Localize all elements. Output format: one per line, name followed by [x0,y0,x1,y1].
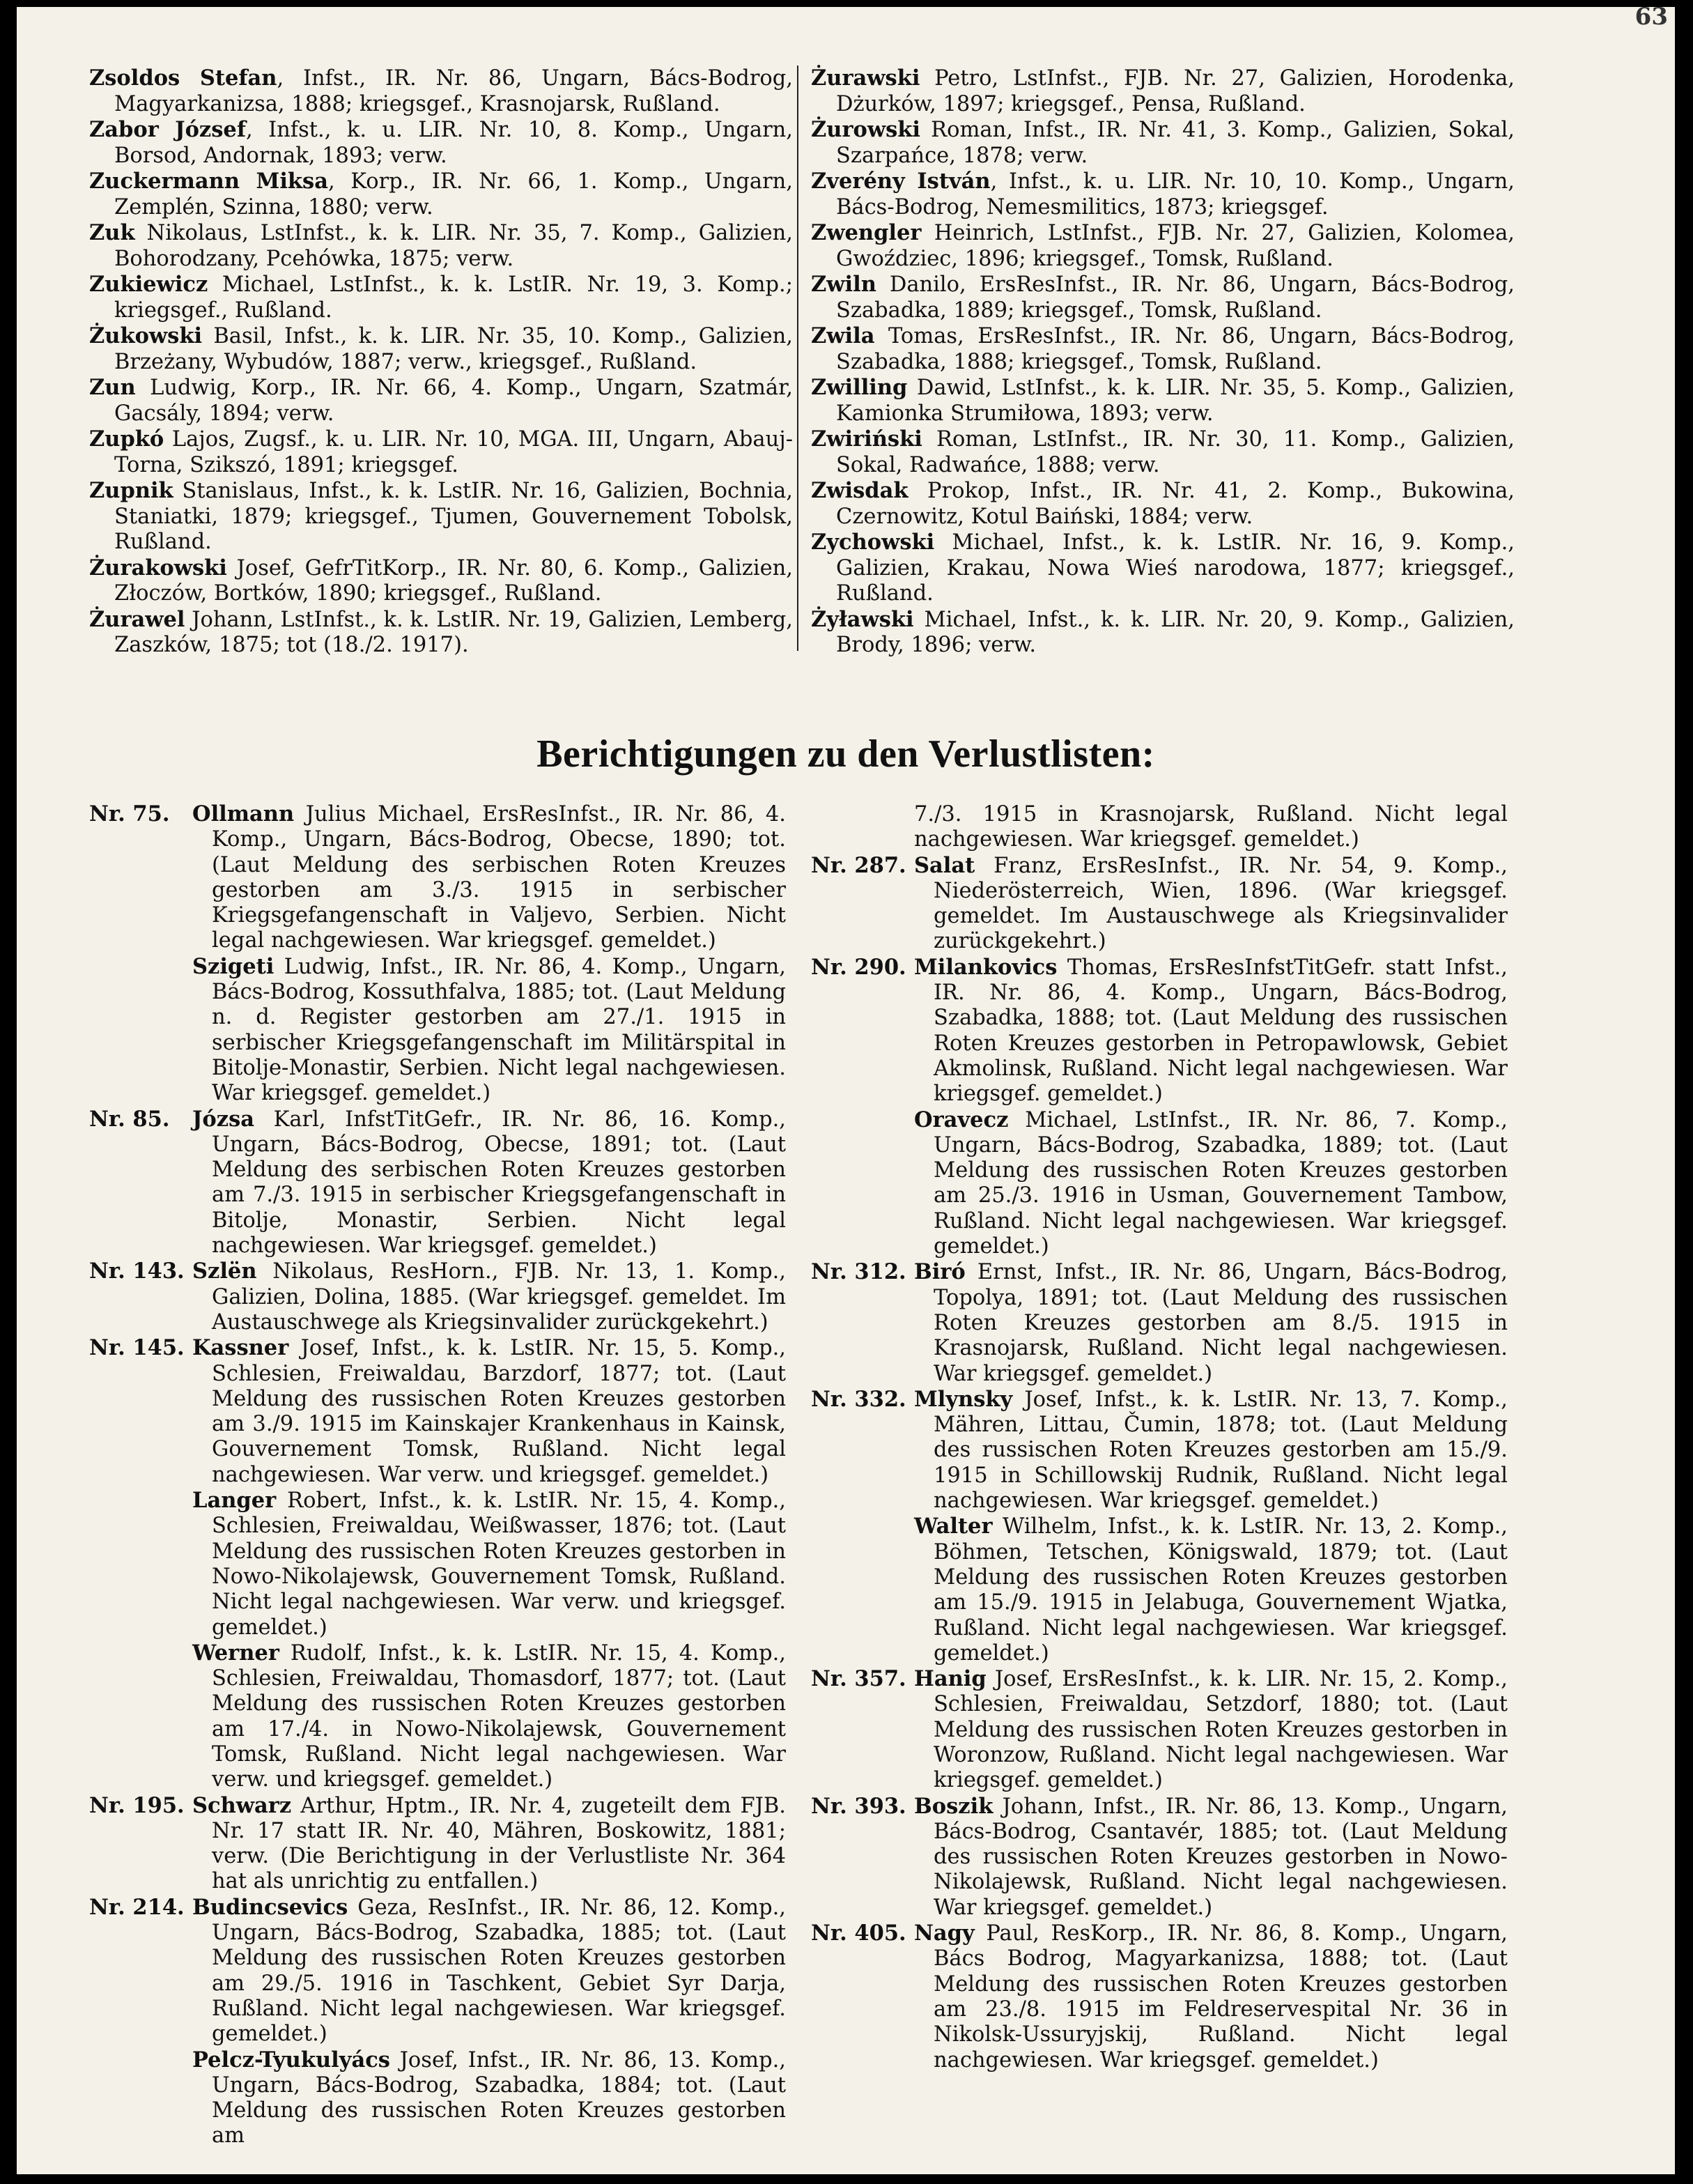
list-number: Nr. 195. [89,1792,185,1818]
entry-details: Nikolaus, LstInfst., k. k. LIR. Nr. 35, 7. Komp., Galizien, Bohorodzany, Pcehówka, 1875; verw. [114,221,793,271]
entry-details: Heinrich, LstInfst., FJB. Nr. 27, Galizien, Kolomea, Gwoździec, 1896; kriegsgef., Tomsk, Rußland. [836,221,1515,271]
entry-details: Prokop, Infst., IR. Nr. 41, 2. Komp., Bukowina, Czernowitz, Kotul Baiński, 1884; verw. [836,479,1515,529]
list-entry [89,220,793,272]
entry-details: Wilhelm, Infst., k. k. LstIR. Nr. 13, 2. Komp., Böhmen, Tetschen, Königswald, 1879; tot. (Laut Meldung des russischen Roten Kreuzes gestorben am 15./9. 1915 in Jelabuga, Gouvernement Wjatka, Rußland. Nicht legal nachgewiesen. War kriegsgef. gemeldet.) [934,1514,1508,1666]
list-entry [811,323,1515,375]
entry-name: Milankovics [914,954,1058,980]
correction-entry [811,1514,1508,1666]
entry-details: Danilo, ErsResInfst., IR. Nr. 86, Ungarn, Bács-Bodrog, Szabadka, 1889; kriegsgef., Tomsk, Rußland. [836,272,1515,323]
top-left-column [89,66,793,659]
entry-details: , Infst., k. u. LIR. Nr. 10, 10. Komp., Ungarn, Bács-Bodrog, Nemesmilitics, 1873; kriegsgef. [836,169,1515,220]
page [17,7,1675,2174]
entry-details: 7./3. 1915 in Krasnojarsk, Rußland. Nicht legal nachgewiesen. War kriegsgef. gemeldet.) [914,802,1508,852]
list-number: Nr. 357. [811,1666,906,1692]
correction-text [192,1335,786,1488]
correction-entry [89,2047,786,2149]
correction-entry [811,955,1508,1107]
entry-name: Żurawel [89,606,185,632]
entry-details: Arthur, Hptm., IR. Nr. 4, zugeteilt dem FJB. Nr. 17 statt IR. Nr. 40, Mähren, Boskowitz, 1881; verw. (Die Berichtigung in der Verlustliste Nr. 364 hat als unrichtig zu entfallen.) [212,1793,786,1894]
correction-text [914,1514,1508,1666]
correction-entry [811,801,1508,853]
list-entry [811,117,1515,169]
list-entry [811,530,1515,607]
list-number [89,954,192,1107]
list-number: Nr. 405. [811,1921,906,1946]
entry-details: Petro, LstInfst., FJB. Nr. 27, Galizien, Horodenka, Dżurków, 1897; kriegsgef., Pensa, Rußland. [836,66,1515,116]
list-entry [89,555,793,607]
entry-name: Pelcz-Tyukulyács [192,2047,390,2073]
entry-details: Julius Michael, ErsResInfst., IR. Nr. 86, 4. Komp., Ungarn, Bács-Bodrog, Obecse, 1890; tot. (Laut Meldung des serbischen Roten Kreuzes gestorben am 3./3. 1915 in serbischer Kriegsgefangenschaft in Valjevo, Serbien. Nicht legal nachgewiesen. War kriegsgef. gemeldet.) [212,802,786,953]
correction-text [914,955,1508,1107]
entry-name: Żurakowski [89,555,227,580]
entry-name: Żyławski [811,606,914,632]
entry-details: , Korp., IR. Nr. 66, 1. Komp., Ungarn, Zemplén, Szinna, 1880; verw. [114,169,793,220]
entry-name: Zuk [89,220,135,245]
list-number: Nr. 332. [811,1386,906,1412]
entry-details: Roman, Infst., IR. Nr. 41, 3. Komp., Galizien, Sokal, Szarpańce, 1878; verw. [836,118,1515,168]
entry-details: Josef, Infst., k. k. LstIR. Nr. 15, 5. Komp., Schlesien, Freiwaldau, Barzdorf, 1877; tot. (Laut Meldung des russischen Roten Kreuzes gestorben am 3./9. 1915 im Kainskajer Krankenhaus in Kainsk, Gouvernement Tomsk, Rußland. Nicht legal nachgewiesen. War verw. und kriegsgef. gemeldet.) [212,1336,786,1487]
correction-entry [811,1387,1508,1514]
list-number: Nr. 287. [811,852,906,878]
correction-entry [89,1895,786,2047]
entry-details: Franz, ErsResInfst., IR. Nr. 54, 9. Komp., Niederösterreich, Wien, 1896. (War kriegsgef. gemeldet. Im Austauschwege als Kriegsinvalider zurückgekehrt.) [934,853,1508,954]
list-number [811,1514,914,1666]
list-entry [811,478,1515,530]
correction-text [192,2047,786,2149]
entry-details: Ludwig, Korp., IR. Nr. 66, 4. Komp., Ungarn, Szatmár, Gacsály, 1894; verw. [114,376,793,426]
entry-details: Stanislaus, Infst., k. k. LstIR. Nr. 16, Galizien, Bochnia, Staniatki, 1879; kriegsgef., Tjumen, Gouvernement Tobolsk, Rußland. [114,479,793,554]
list-entry [811,66,1515,117]
correction-text [192,1488,786,1640]
entry-details: Johann, LstInfst., k. k. LstIR. Nr. 19, Galizien, Lemberg, Zaszków, 1875; tot (18./2. 1917). [114,607,793,657]
list-entry [811,426,1515,478]
corrections-left-column [89,801,786,2149]
correction-text [914,1794,1508,1921]
entry-name: Nagy [914,1921,975,1946]
correction-text [192,801,786,954]
correction-entry [89,801,786,954]
list-entry [89,117,793,169]
entry-name: Mlynsky [914,1386,1013,1412]
entry-details: Josef, GefrTitKorp., IR. Nr. 80, 6. Komp., Galizien, Złoczów, Bortków, 1890; kriegsgef., Rußland. [114,555,793,606]
list-entry [811,272,1515,323]
page-number: 63 [1634,7,1668,31]
list-entry [89,478,793,555]
entry-name: Żurawski [811,66,920,91]
correction-text [914,853,1508,955]
correction-text [192,1107,786,1259]
corrections-right-column [811,801,1508,2073]
entry-details: Paul, ResKorp., IR. Nr. 86, 8. Komp., Ungarn, Bács Bodrog, Magyarkanizsa, 1888; tot. (Laut Meldung des russischen Roten Kreuzes gestorben am 23./8. 1915 im Feldreservespital Nr. 36 in Nikolsk-Ussuryjskij, Rußland. Nicht legal nachgewiesen. War kriegsgef. gemeldet.) [934,1921,1508,2073]
entry-name: Biró [914,1259,966,1285]
entry-name: Walter [914,1514,993,1539]
entry-name: Boszik [914,1793,994,1819]
entry-details: Lajos, Zugsf., k. u. LIR. Nr. 10, MGA. III, Ungarn, Abauj-Torna, Szikszó, 1891; kriegsgef. [114,427,793,477]
entry-name: Zwisdak [811,478,909,503]
list-entry [89,66,793,117]
entry-details: Rudolf, Infst., k. k. LstIR. Nr. 15, 4. Komp., Schlesien, Freiwaldau, Thomasdorf, 1877; tot. (Laut Meldung des russischen Roten Kreuzes gestorben am 17./4. in Nowo-Nikolajewsk, Gouvernement Tomsk, Rußland. Nicht legal nachgewiesen. War verw. und kriegsgef. gemeldet.) [212,1640,786,1792]
correction-text [914,1666,1508,1793]
list-entry [89,323,793,375]
list-number [89,1488,192,1640]
correction-text [192,1259,786,1335]
top-right-column [811,66,1515,659]
entry-name: Zwila [811,323,875,348]
list-number: Nr. 312. [811,1259,906,1285]
entry-name: Langer [192,1488,277,1514]
list-number [811,801,914,853]
correction-entry [811,853,1508,955]
entry-details: Karl, InfstTitGefr., IR. Nr. 86, 16. Komp., Ungarn, Bács-Bodrog, Obecse, 1891; tot. (Laut Meldung des serbischen Roten Kreuzes gestorben am 7./3. 1915 in serbischer Kriegsgefangenschaft in Bitolje, Monastir, Serbien. Nicht legal nachgewiesen. War kriegsgef. gemeldet.) [212,1107,786,1259]
entry-details: Johann, Infst., IR. Nr. 86, 13. Komp., Ungarn, Bács-Bodrog, Csantavér, 1885; tot. (Laut Meldung des russischen Roten Kreuzes gestorben in Nowo-Nikolajewsk, Rußland. Nicht legal nachgewiesen. War kriegsgef. gemeldet.) [934,1794,1508,1920]
correction-text [914,801,1508,853]
list-entry [89,607,793,659]
list-number: Nr. 145. [89,1335,185,1361]
list-entry [811,607,1515,659]
correction-entry [811,1666,1508,1793]
correction-text [192,1640,786,1793]
entry-details: Josef, ErsResInfst., k. k. LIR. Nr. 15, 2. Komp., Schlesien, Freiwaldau, Setzdorf, 1880; tot. (Laut Meldung des russischen Roten Kreuzes gestorben in Woronzow, Rußland. Nicht legal nachgewiesen. War kriegsgef. gemeldet.) [934,1667,1508,1793]
entry-details: Nikolaus, ResHorn., FJB. Nr. 13, 1. Komp., Galizien, Dolina, 1885. (War kriegsgef. gemeldet. Im Austauschwege als Kriegsinvalider zurückgekehrt.) [212,1259,786,1335]
correction-entry [89,1259,786,1335]
entry-name: Józsa [192,1106,255,1132]
entry-name: Zwengler [811,220,922,245]
entry-name: Szlën [192,1259,257,1284]
entry-details: Robert, Infst., k. k. LstIR. Nr. 15, 4. Komp., Schlesien, Freiwaldau, Weißwasser, 1876; tot. (Laut Meldung des russischen Roten Kreuzes gestorben in Nowo-Nikolajewsk, Gouvernement Tomsk, Rußland. Nicht legal nachgewiesen. War verw. und kriegsgef. gemeldet.) [212,1489,786,1640]
list-number: Nr. 393. [811,1793,906,1819]
entry-details: Josef, Infst., k. k. LstIR. Nr. 13, 7. Komp., Mähren, Littau, Čumin, 1878; tot. (Laut Meldung des russischen Roten Kreuzes gestorben am 15./9. 1915 in Schillowskij Rudnik, Rußland. Nicht legal nachgewiesen. War kriegsgef. gemeldet.) [934,1387,1508,1514]
entry-name: Zverény István [811,169,991,194]
list-number: Nr. 85. [89,1106,170,1132]
correction-text [192,1895,786,2047]
entry-details: Tomas, ErsResInfst., IR. Nr. 86, Ungarn, Bács-Bodrog, Szabadka, 1888; kriegsgef., Tomsk, Rußland. [836,324,1515,374]
correction-text [192,954,786,1107]
list-number: Nr. 143. [89,1259,185,1284]
entry-details: Geza, ResInfst., IR. Nr. 86, 12. Komp., Ungarn, Bács-Bodrog, Szabadka, 1885; tot. (Laut Meldung des russischen Roten Kreuzes gestorben am 29./5. 1916 in Taschkent, Gebiet Syr Darja, Rußland. Nicht legal nachgewiesen. War kriegsgef. gemeldet.) [212,1895,786,2047]
list-entry [89,272,793,323]
correction-text [914,1107,1508,1260]
entry-name: Oravecz [914,1107,1009,1132]
entry-name: Werner [192,1640,279,1666]
correction-entry [89,1335,786,1488]
entry-details: Ludwig, Infst., IR. Nr. 86, 4. Komp., Ungarn, Bács-Bodrog, Kossuthfalva, 1885; tot. (Laut Meldung n. d. Register gestorben am 27./1. 1915 in serbischer Kriegsgefangenschaft im Militärspital in Bitolje-Monastir, Serbien. Nicht legal nachgewiesen. War kriegsgef. gemeldet.) [212,954,786,1106]
list-entry [89,169,793,220]
entry-name: Salat [914,852,975,878]
list-number: Nr. 290. [811,954,906,980]
entry-name: Szigeti [192,953,275,979]
section-heading: Berichtigungen zu den Verlustlisten: [536,732,1155,776]
list-entry [811,220,1515,272]
list-number: Nr. 75. [89,801,170,826]
list-number: Nr. 214. [89,1894,185,1920]
entry-name: Zun [89,375,136,400]
entry-name: Budincsevics [192,1894,348,1920]
correction-entry [89,954,786,1107]
entry-details: Michael, Infst., k. k. LstIR. Nr. 16, 9. Komp., Galizien, Krakau, Nowa Wieś narodowa, 1877; kriegsgef., Rußland. [836,530,1515,606]
correction-entry [811,1921,1508,2073]
correction-text [192,1793,786,1895]
list-entry [89,426,793,478]
entry-name: Zwilling [811,375,908,400]
correction-text [914,1921,1508,2073]
correction-entry [89,1488,786,1640]
entry-details: Roman, LstInfst., IR. Nr. 30, 11. Komp., Galizien, Sokal, Radwańce, 1888; verw. [836,427,1515,477]
list-number [811,1107,914,1260]
list-entry [811,375,1515,426]
entry-details: Basil, Infst., k. k. LIR. Nr. 35, 10. Komp., Galizien, Brzeżany, Wybudów, 1887; verw., kriegsgef., Rußland. [114,324,793,374]
correction-entry [89,1793,786,1895]
entry-name: Zupkó [89,426,164,452]
list-entry [89,375,793,426]
entry-name: Zabor József [89,117,246,142]
correction-entry [89,1640,786,1793]
list-number [89,1640,192,1793]
entry-details: Josef, Infst., IR. Nr. 86, 13. Komp., Ungarn, Bács-Bodrog, Szabadka, 1884; tot. (Laut Meldung des russischen Roten Kreuzes gestorben am [212,2047,786,2148]
correction-text [914,1387,1508,1514]
entry-name: Zuckermann Miksa [89,169,328,194]
correction-entry [89,1107,786,1259]
correction-text [914,1259,1508,1386]
entry-details: Michael, LstInfst., IR. Nr. 86, 7. Komp., Ungarn, Bács-Bodrog, Szabadka, 1889; tot. (Laut Meldung des russischen Roten Kreuzes gestorben am 25./3. 1916 in Usman, Gouvernement Tambow, Rußland. Nicht legal nachgewiesen. War kriegsgef. gemeldet.) [934,1107,1508,1259]
column-divider [797,66,798,651]
entry-details: , Infst., IR. Nr. 86, Ungarn, Bács-Bodrog, Magyarkanizsa, 1888; kriegsgef., Krasnojarsk, Rußland. [114,66,793,116]
correction-entry [811,1259,1508,1386]
entry-name: Ollmann [192,801,295,826]
entry-name: Żurowski [811,117,920,142]
list-number [89,2047,192,2149]
entry-name: Kassner [192,1335,289,1361]
entry-details: Ernst, Infst., IR. Nr. 86, Ungarn, Bács-Bodrog, Topolya, 1891; tot. (Laut Meldung des russischen Roten Kreuzes gestorben am 8./5. 1915 in Krasnojarsk, Rußland. Nicht legal nachgewiesen. War kriegsgef. gemeldet.) [934,1260,1508,1386]
entry-details: Michael, Infst., k. k. LIR. Nr. 20, 9. Komp., Galizien, Brody, 1896; verw. [836,607,1515,657]
entry-name: Zwiln [811,272,876,297]
entry-details: Dawid, LstInfst., k. k. LIR. Nr. 35, 5. Komp., Galizien, Kamionka Strumiłowa, 1893; verw. [836,376,1515,426]
entry-name: Schwarz [192,1792,292,1818]
entry-name: Hanig [914,1666,987,1692]
entry-details: Thomas, ErsResInfstTitGefr. statt Infst., IR. Nr. 86, 4. Komp., Ungarn, Bács-Bodrog, Szabadka, 1888; tot. (Laut Meldung des russischen Roten Kreuzes gestorben in Petropawlowsk, Gebiet Akmolinsk, Rußland. Nicht legal nachgewiesen. War kriegsgef. gemeldet.) [934,955,1508,1107]
list-entry [811,169,1515,220]
entry-name: Zychowski [811,530,935,555]
entry-name: Żukowski [89,323,203,348]
correction-entry [811,1107,1508,1260]
entry-name: Zupnik [89,478,173,503]
entry-details: , Infst., k. u. LIR. Nr. 10, 8. Komp., Ungarn, Borsod, Andornak, 1893; verw. [114,118,793,168]
entry-details: Michael, LstInfst., k. k. LstIR. Nr. 19, 3. Komp.; kriegsgef., Rußland. [114,272,793,323]
entry-name: Zwiriński [811,426,922,452]
entry-name: Zukiewicz [89,272,208,297]
correction-entry [811,1794,1508,1921]
entry-name: Zsoldos Stefan [89,66,277,91]
